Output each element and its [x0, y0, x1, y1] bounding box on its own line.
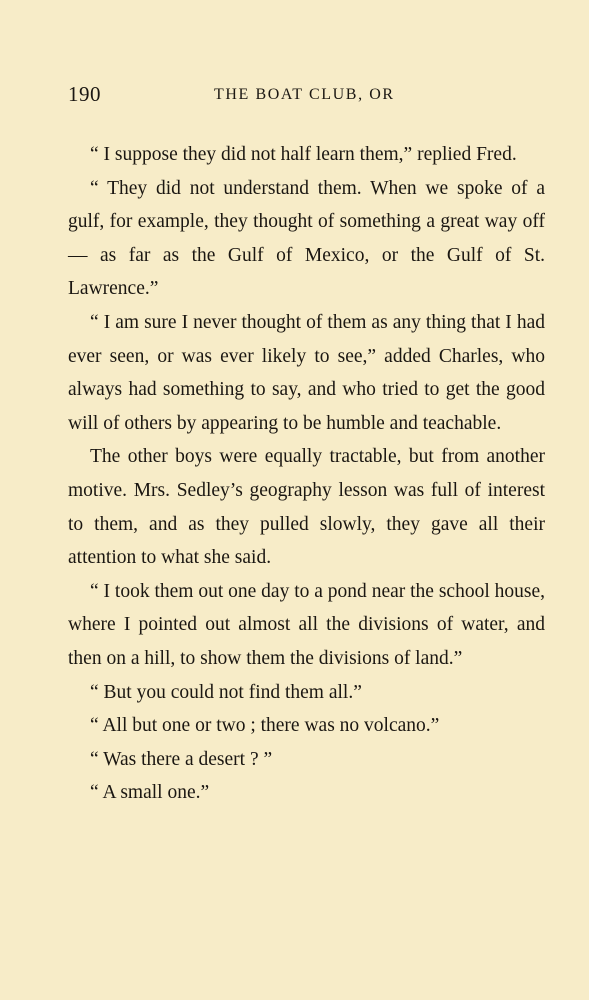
paragraph: “ A small one.” [90, 782, 210, 804]
paragraph: “ All but one or two ; there was no volcano.” [90, 715, 440, 737]
paragraph: “ I am sure I never thought of them as any thing that I had ever seen, or was ever likely to see,” added Charles, who always had something to say, and who tried to get the good will of others by appearing to be humble and teachable. [68, 311, 545, 434]
paragraph: “ They did not understand them. When we spoke of a gulf, for example, they thought of something a great way off — as far as the Gulf of Mexico, or the Gulf of St. Lawrence.” [68, 177, 545, 300]
running-title: THE BOAT CLUB, OR [214, 86, 395, 103]
paragraph: “ Was there a desert ? ” [90, 748, 273, 770]
body-text [68, 138, 545, 810]
paragraph: “ I took them out one day to a pond near the school house, where I pointed out almost all the divisions of water, and then on a hill, to show them the divisions of land.” [68, 580, 545, 669]
paragraph: “ But you could not find them all.” [90, 681, 362, 703]
paragraph: The other boys were equally tractable, but from another motive. Mrs. Sedley’s geography lesson was full of interest to them, and as they pulled slowly, they gave all their attention to what she said. [68, 446, 545, 569]
page-number: 190 [68, 82, 101, 106]
paragraph: “ I suppose they did not half learn them,” replied Fred. [90, 144, 517, 165]
page-header [68, 82, 545, 112]
